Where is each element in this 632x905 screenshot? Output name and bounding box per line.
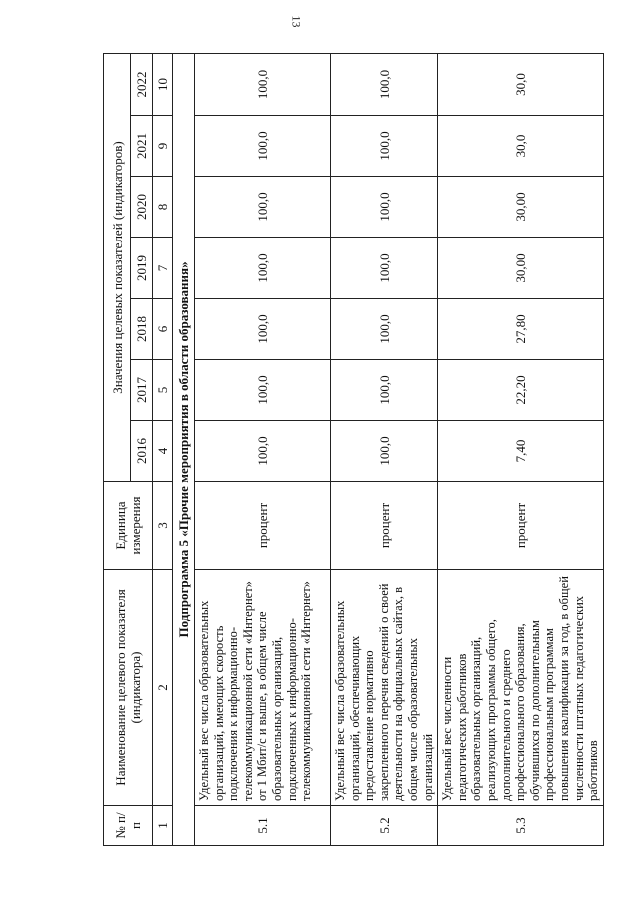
header-values: Значения целевых показателей (индикаторов) [104,53,131,481]
indicators-table [103,53,604,846]
row-value: 22,20 [438,360,604,421]
row-value: 100,0 [331,177,438,238]
row-name: Удельный вес числа образовательных организаций, имеющих скорость подключения к информационно-телекоммуникационной сети «Интернет» от 1 Мбит/с и выше, в общем числе образовательных организаций, подключенных к информационно-телекоммуникационной сети «Интернет» [195,570,331,806]
header-year: 2020 [131,177,153,238]
row-value: 30,00 [438,177,604,238]
row-value: 27,80 [438,299,604,360]
row-value: 100,0 [331,53,438,115]
column-number: 1 [153,806,173,846]
row-value: 100,0 [195,299,331,360]
row-unit: процент [195,482,331,570]
header-year: 2017 [131,360,153,421]
column-number: 2 [153,570,173,806]
column-number: 5 [153,360,173,421]
header-year: 2021 [131,116,153,177]
row-name: Удельный вес числа образовательных организаций, обеспечивающих предоставление нормативно закрепленного перечня сведений о своей деятельности на официальных сайтах, в общем числе образовательных организаций [331,570,438,806]
row-value: 100,0 [195,53,331,115]
row-no: 5.1 [195,806,331,846]
header-year: 2022 [131,53,153,115]
row-no: 5.2 [331,806,438,846]
row-value: 100,0 [331,360,438,421]
column-number: 4 [153,421,173,482]
row-value: 30,0 [438,116,604,177]
table-row [438,53,604,845]
table-row [195,53,331,845]
subprogram-title: Подпрограмма 5 «Прочие мероприятия в области образования» [173,53,195,845]
column-number: 3 [153,482,173,570]
row-no: 5.3 [438,806,604,846]
row-value: 30,0 [438,53,604,115]
row-unit: процент [331,482,438,570]
row-value: 100,0 [331,116,438,177]
row-value: 100,0 [331,421,438,482]
row-value: 100,0 [195,421,331,482]
row-value: 100,0 [195,177,331,238]
row-value: 100,0 [331,238,438,299]
header-name: Наименование целевого показателя (индикатора) [104,570,153,806]
column-number: 7 [153,238,173,299]
row-value: 30,00 [438,238,604,299]
column-number: 8 [153,177,173,238]
row-unit: процент [438,482,604,570]
table-row [331,53,438,845]
page-number: 13 [289,15,304,28]
row-name: Удельный вес численности педагогических работников образовательных организаций, реализующих программы общего, дополнительного и среднего профессионального образования, обучившихся по дополнительным профессиональным программам повышения квалификации за год, в общей численности штатных педагогических работников [438,570,604,806]
column-number: 9 [153,116,173,177]
header-unit: Единица измерения [104,482,153,570]
row-value: 100,0 [195,238,331,299]
row-value: 7,40 [438,421,604,482]
header-no: № п/п [104,806,153,846]
header-year: 2016 [131,421,153,482]
row-value: 100,0 [195,360,331,421]
column-number: 10 [153,53,173,115]
row-value: 100,0 [195,116,331,177]
header-year: 2019 [131,238,153,299]
header-year: 2018 [131,299,153,360]
column-number: 6 [153,299,173,360]
row-value: 100,0 [331,299,438,360]
rotated-table-container [103,54,602,846]
